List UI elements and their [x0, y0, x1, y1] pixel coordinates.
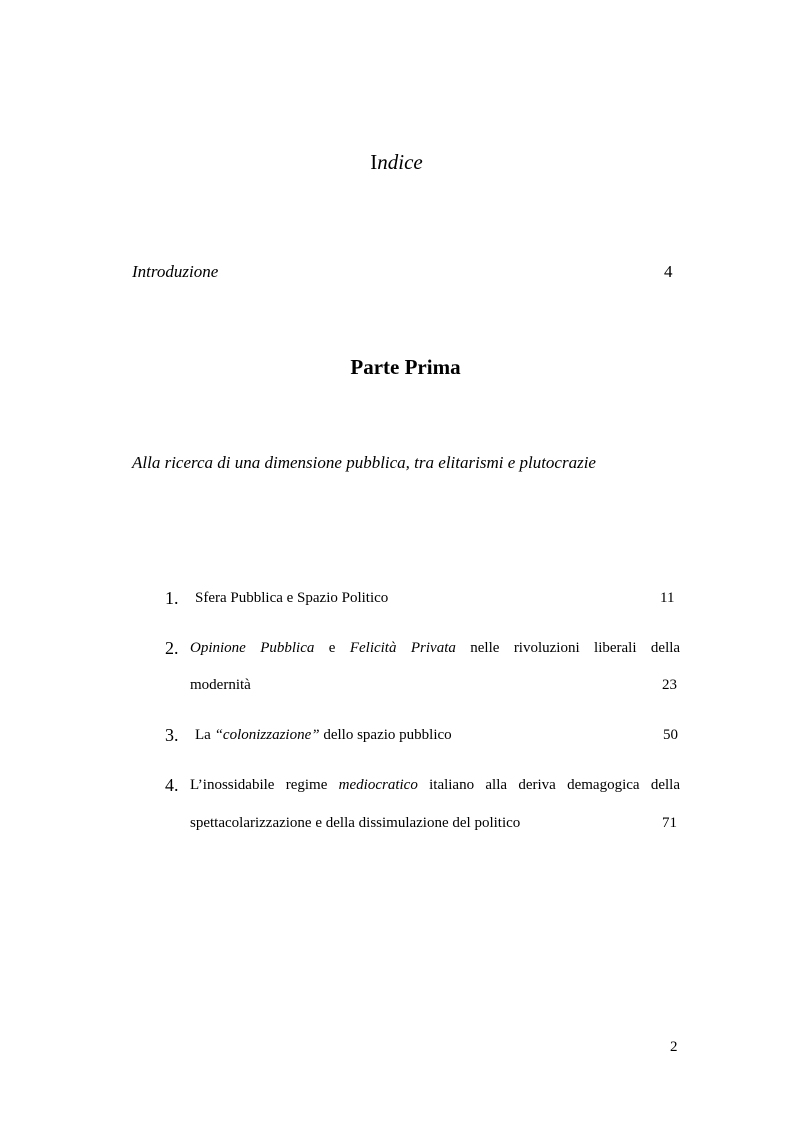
toc-entry-4-word: della — [650, 777, 680, 793]
toc-entry-2-word: e — [328, 640, 336, 656]
toc-introduction-label[interactable]: Introduzione — [132, 262, 219, 281]
toc-entry-2-word: Opinione — [190, 640, 246, 656]
toc-entry-1-title[interactable]: Sfera Pubblica e Spazio Politico — [195, 590, 389, 606]
toc-entry-2-word: Privata — [410, 640, 456, 656]
toc-entry-2-word: Felicità — [349, 640, 397, 656]
toc-entry-4-word: demagogica — [567, 777, 640, 793]
toc-entry-2-page: 23 — [662, 677, 677, 693]
page-title — [0, 150, 793, 175]
title-initial: I — [370, 150, 378, 174]
toc-introduction-page: 4 — [664, 262, 673, 281]
part-heading: Parte Prima — [350, 355, 461, 379]
toc-entry-4-word: alla — [485, 777, 508, 793]
toc-entry-3-suffix: dello spazio pubblico — [323, 727, 452, 743]
toc-entry-2-word: nelle — [470, 640, 500, 656]
toc-entry-4-line-1[interactable] — [190, 777, 680, 794]
toc-entry-3-title[interactable] — [195, 727, 452, 744]
toc-entry-4-line-2[interactable]: spettacolarizzazione e della dissimulazione del politico — [190, 815, 521, 831]
toc-entry-2-word: rivoluzioni — [513, 640, 580, 656]
toc-entry-2-line-1[interactable] — [190, 640, 680, 657]
toc-entry-4-word: L’inossidabile — [190, 777, 275, 793]
toc-entry-4-page: 71 — [662, 815, 677, 831]
toc-entry-3-prefix: La — [195, 727, 211, 743]
page-number: 2 — [670, 1039, 678, 1055]
toc-entry-2-number: 2. — [165, 638, 179, 658]
toc-entry-2-word: Pubblica — [260, 640, 315, 656]
toc-entry-4-word: mediocratico — [338, 777, 418, 793]
title-rest: ndice — [377, 150, 423, 174]
toc-entry-4-number: 4. — [165, 775, 179, 795]
toc-entry-2-word: liberali — [594, 640, 637, 656]
toc-entry-3-page: 50 — [663, 727, 678, 743]
toc-entry-3-number: 3. — [165, 725, 179, 745]
toc-entry-4-word: italiano — [429, 777, 475, 793]
toc-entry-3-emphasis: “colonizzazione” — [214, 727, 320, 743]
toc-entry-1-number: 1. — [165, 588, 179, 608]
part-subtitle: Alla ricerca di una dimensione pubblica, tra elitarismi e plutocrazie — [132, 453, 596, 472]
toc-entry-2-line-2[interactable]: modernità — [190, 677, 251, 693]
toc-entry-2-word: della — [650, 640, 681, 656]
toc-entry-4-word: regime — [285, 777, 328, 793]
toc-entry-1-page: 11 — [660, 590, 675, 606]
toc-entry-4-word: deriva — [518, 777, 556, 793]
